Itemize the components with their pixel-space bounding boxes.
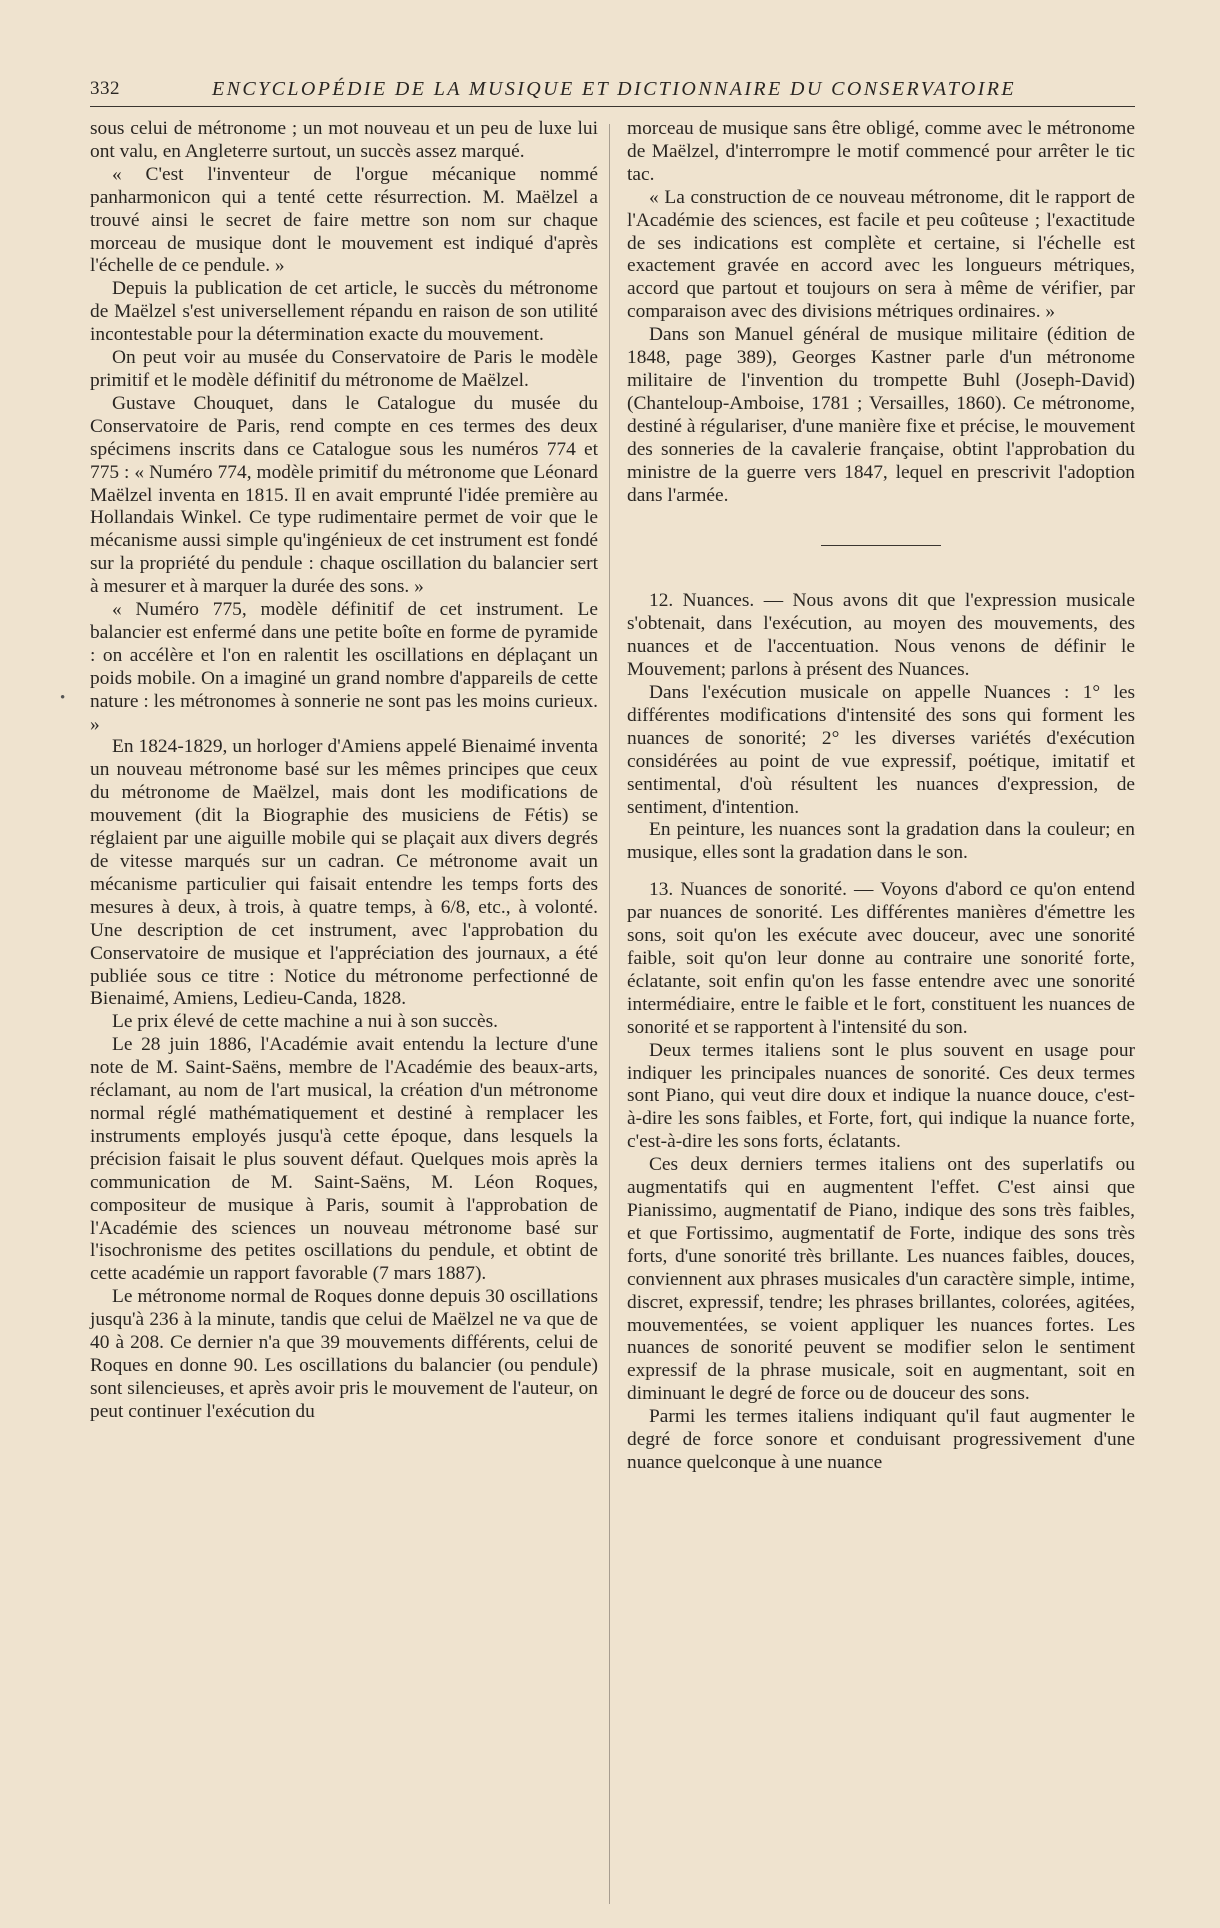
section-heading-paragraph: 13. Nuances de sonorité. — Voyons d'abord ce qu'on entend par nuances de sonorité. Les différentes manières d'émettre les sons, soit qu'on les exécute avec douceur, avec une sonorité faible, soit qu'on leur donne au contraire une sonorité forte, éclatante, soit enfin qu'on les fasse entendre avec une sonorité intermédiaire, entre le faible et le fort, constituent les nuances de sonorité et se rapportent à l'intensité du son. bbox=[627, 879, 1135, 1038]
paragraph: Depuis la publication de cet article, le succès du métronome de Maëlzel s'est universellement répandu en raison de son utilité incontestable pour la détermination exacte du mouvement. bbox=[90, 278, 598, 346]
paragraph: En peinture, les nuances sont la gradation dans la couleur; en musique, elles sont la gradation dans le son. bbox=[627, 819, 1135, 864]
paragraph: « C'est l'inventeur de l'orgue mécanique nommé panharmonicon qui a tenté cette résurrection. M. Maëlzel a trouvé ainsi le secret de faire mettre son nom sur chaque morceau de musique dont le mouvement est indiqué d'après l'échelle de ce pendule. » bbox=[90, 163, 598, 277]
running-title: ENCYCLOPÉDIE DE LA MUSIQUE ET DICTIONNAIRE DU CONSERVATOIRE bbox=[212, 78, 1017, 100]
section-heading-paragraph: 12. Nuances. — Nous avons dit que l'expression musicale s'obtenait, dans l'exécution, au moyen des mouvements, des nuances et de l'accentuation. Nous venons de définir le Mouvement; parlons à présent des Nuances. bbox=[627, 590, 1135, 681]
section-13-nuances-de-sonorite bbox=[627, 879, 1135, 1475]
margin-mark: • bbox=[60, 690, 66, 706]
paragraph: En 1824-1829, un horloger d'Amiens appelé Bienaimé inventa un nouveau métronome basé sur les mêmes principes que ceux du métronome de Maëlzel, mais dont les modifications de mouvement (dit la Biographie des musiciens de Fétis) se réglaient par une aiguille mobile qui se plaçait aux divers degrés de vitesse marqués sur un cadran. Ce métronome avait un mécanisme particulier qui faisait entendre les temps forts des mesures à deux, à trois, à quatre temps, à 6/8, etc., à volonté. Une description de cet instrument, avec l'approbation du Conservatoire de musique et l'appréciation des journaux, a été publiée sous ce titre : Notice du métronome perfectionné de Bienaimé, Amiens, Ledieu-Canda, 1828. bbox=[90, 736, 598, 1010]
page-header bbox=[90, 78, 1135, 107]
paragraph: « Numéro 775, modèle définitif de cet instrument. Le balancier est enfermé dans une petite boîte en forme de pyramide : on accélère et l'on en ralentit les oscillations en déplaçant un poids mobile. On a imaginé un grand nombre d'appareils de cette nature : les métronomes à sonnerie ne sont pas les moins curieux. » bbox=[90, 599, 598, 735]
section-separator bbox=[821, 545, 941, 546]
paragraph: Ces deux derniers termes italiens ont des superlatifs ou augmentatifs qui en augmentent l'effet. C'est ainsi que Pianissimo, augmentatif de Piano, indique des sons très faibles, et que Fortissimo, augmentatif de Forte, indique des sons très forts, d'une sonorité très brillante. Les nuances faibles, douces, conviennent aux phrases musicales d'un caractère simple, intime, discret, expressif, tendre; les phrases brillantes, colorées, agitées, mouvementées, se voient appliquer les nuances fortes. Les nuances de sonorité peuvent se modifier selon le sentiment expressif de la phrase musicale, soit en augmentant, soit en diminuant le degré de force ou de douceur des sons. bbox=[627, 1154, 1135, 1405]
right-column bbox=[627, 118, 1135, 1475]
paragraph: sous celui de métronome ; un mot nouveau et un peu de luxe lui ont valu, en Angleterre surtout, un succès assez marqué. bbox=[90, 118, 598, 162]
left-column bbox=[90, 118, 598, 1424]
paragraph: « La construction de ce nouveau métronome, dit le rapport de l'Académie des sciences, est facile et peu coûteuse ; l'exactitude de ses indications est complète et certaine, si l'échelle est exactement gravée en accord avec les longueurs métriques, accord que partout et toujours on sera à même de vérifier, par comparaison avec des divisions métriques ordinaires. » bbox=[627, 186, 1135, 323]
paragraph: Gustave Chouquet, dans le Catalogue du musée du Conservatoire de Paris, rend compte en ces termes des deux spécimens inscrits dans ce Catalogue sous les numéros 774 et 775 : « Numéro 774, modèle primitif du métronome que Léonard Maëlzel inventa en 1815. Il en avait emprunté l'idée première au Hollandais Winkel. Ce type rudimentaire permet de voir que le mécanisme aussi simple qu'ingénieux de cet instrument est fondé sur la propriété du pendule : chaque oscillation du balancier sert à mesurer et à marquer la durée des sons. » bbox=[90, 392, 598, 598]
paragraph: Le métronome normal de Roques donne depuis 30 oscillations jusqu'à 236 à la minute, tandis que celui de Maëlzel ne va que de 40 à 208. Ce dernier n'a que 39 mouvements différents, celui de Roques en donne 90. Les oscillations du balancier (ou pendule) sont silencieuses, et après avoir pris le mouvement de l'auteur, on peut continuer l'exécution du bbox=[90, 1286, 598, 1422]
paragraph: Dans son Manuel général de musique militaire (édition de 1848, page 389), Georges Kastner parle d'un métronome militaire de l'invention du trompette Buhl (Joseph-David) (Chanteloup-Amboise, 1781 ; Versailles, 1860). Ce métronome, destiné à régulariser, d'une manière fixe et précise, le mouvement des sonneries de la cavalerie française, obtint l'approbation du ministre de la guerre vers 1847, lequel en prescrivit l'adoption dans l'armée. bbox=[627, 324, 1135, 506]
paragraph: Le prix élevé de cette machine a nui à son succès. bbox=[112, 1011, 499, 1033]
section-12-nuances bbox=[627, 590, 1135, 865]
paragraph: Deux termes italiens sont le plus souvent en usage pour indiquer les principales nuances de sonorité. Ces deux termes sont Piano, qui veut dire doux et indique la nuance douce, c'est-à-dire les sons faibles, et Forte, fort, qui indique la nuance forte, c'est-à-dire les sons forts, éclatants. bbox=[627, 1039, 1135, 1153]
paragraph: morceau de musique sans être obligé, comme avec le métronome de Maëlzel, d'interrompre le motif commencé pour arrêter le tic tac. bbox=[627, 118, 1135, 185]
paragraph: On peut voir au musée du Conservatoire de Paris le modèle primitif et le modèle définitif du métronome de Maëlzel. bbox=[90, 347, 598, 391]
page-number: 332 bbox=[90, 78, 120, 99]
paragraph: Dans l'exécution musicale on appelle Nuances : 1° les différentes modifications d'intensité des sons qui forment les nuances de sonorité; 2° les diverses variétés d'exécution considérées au point de vue expressif, poétique, imitatif et sentimental, d'où résultent les nuances d'expression, de sentiment, d'intention. bbox=[627, 682, 1135, 818]
paragraph: Parmi les termes italiens indiquant qu'il faut augmenter le degré de force sonore et conduisant progressivement d'une nuance quelconque à une nuance bbox=[627, 1406, 1135, 1473]
paragraph: Le 28 juin 1886, l'Académie avait entendu la lecture d'une note de M. Saint-Saëns, membre de l'Académie des beaux-arts, réclamant, au nom de l'art musical, la création d'un métronome normal réglé mathématiquement et destiné à remplacer les instruments employés jusqu'à cette époque, dans lesquels la précision faisait le plus souvent défaut. Quelques mois après la communication de M. Saint-Saëns, M. Léon Roques, compositeur de musique à Paris, soumit à l'approbation de l'Académie des sciences un nouveau métronome basé sur l'isochronisme des petites oscillations du pendule, et obtint de cette académie un rapport favorable (7 mars 1887). bbox=[90, 1034, 598, 1285]
column-divider bbox=[609, 124, 610, 1904]
